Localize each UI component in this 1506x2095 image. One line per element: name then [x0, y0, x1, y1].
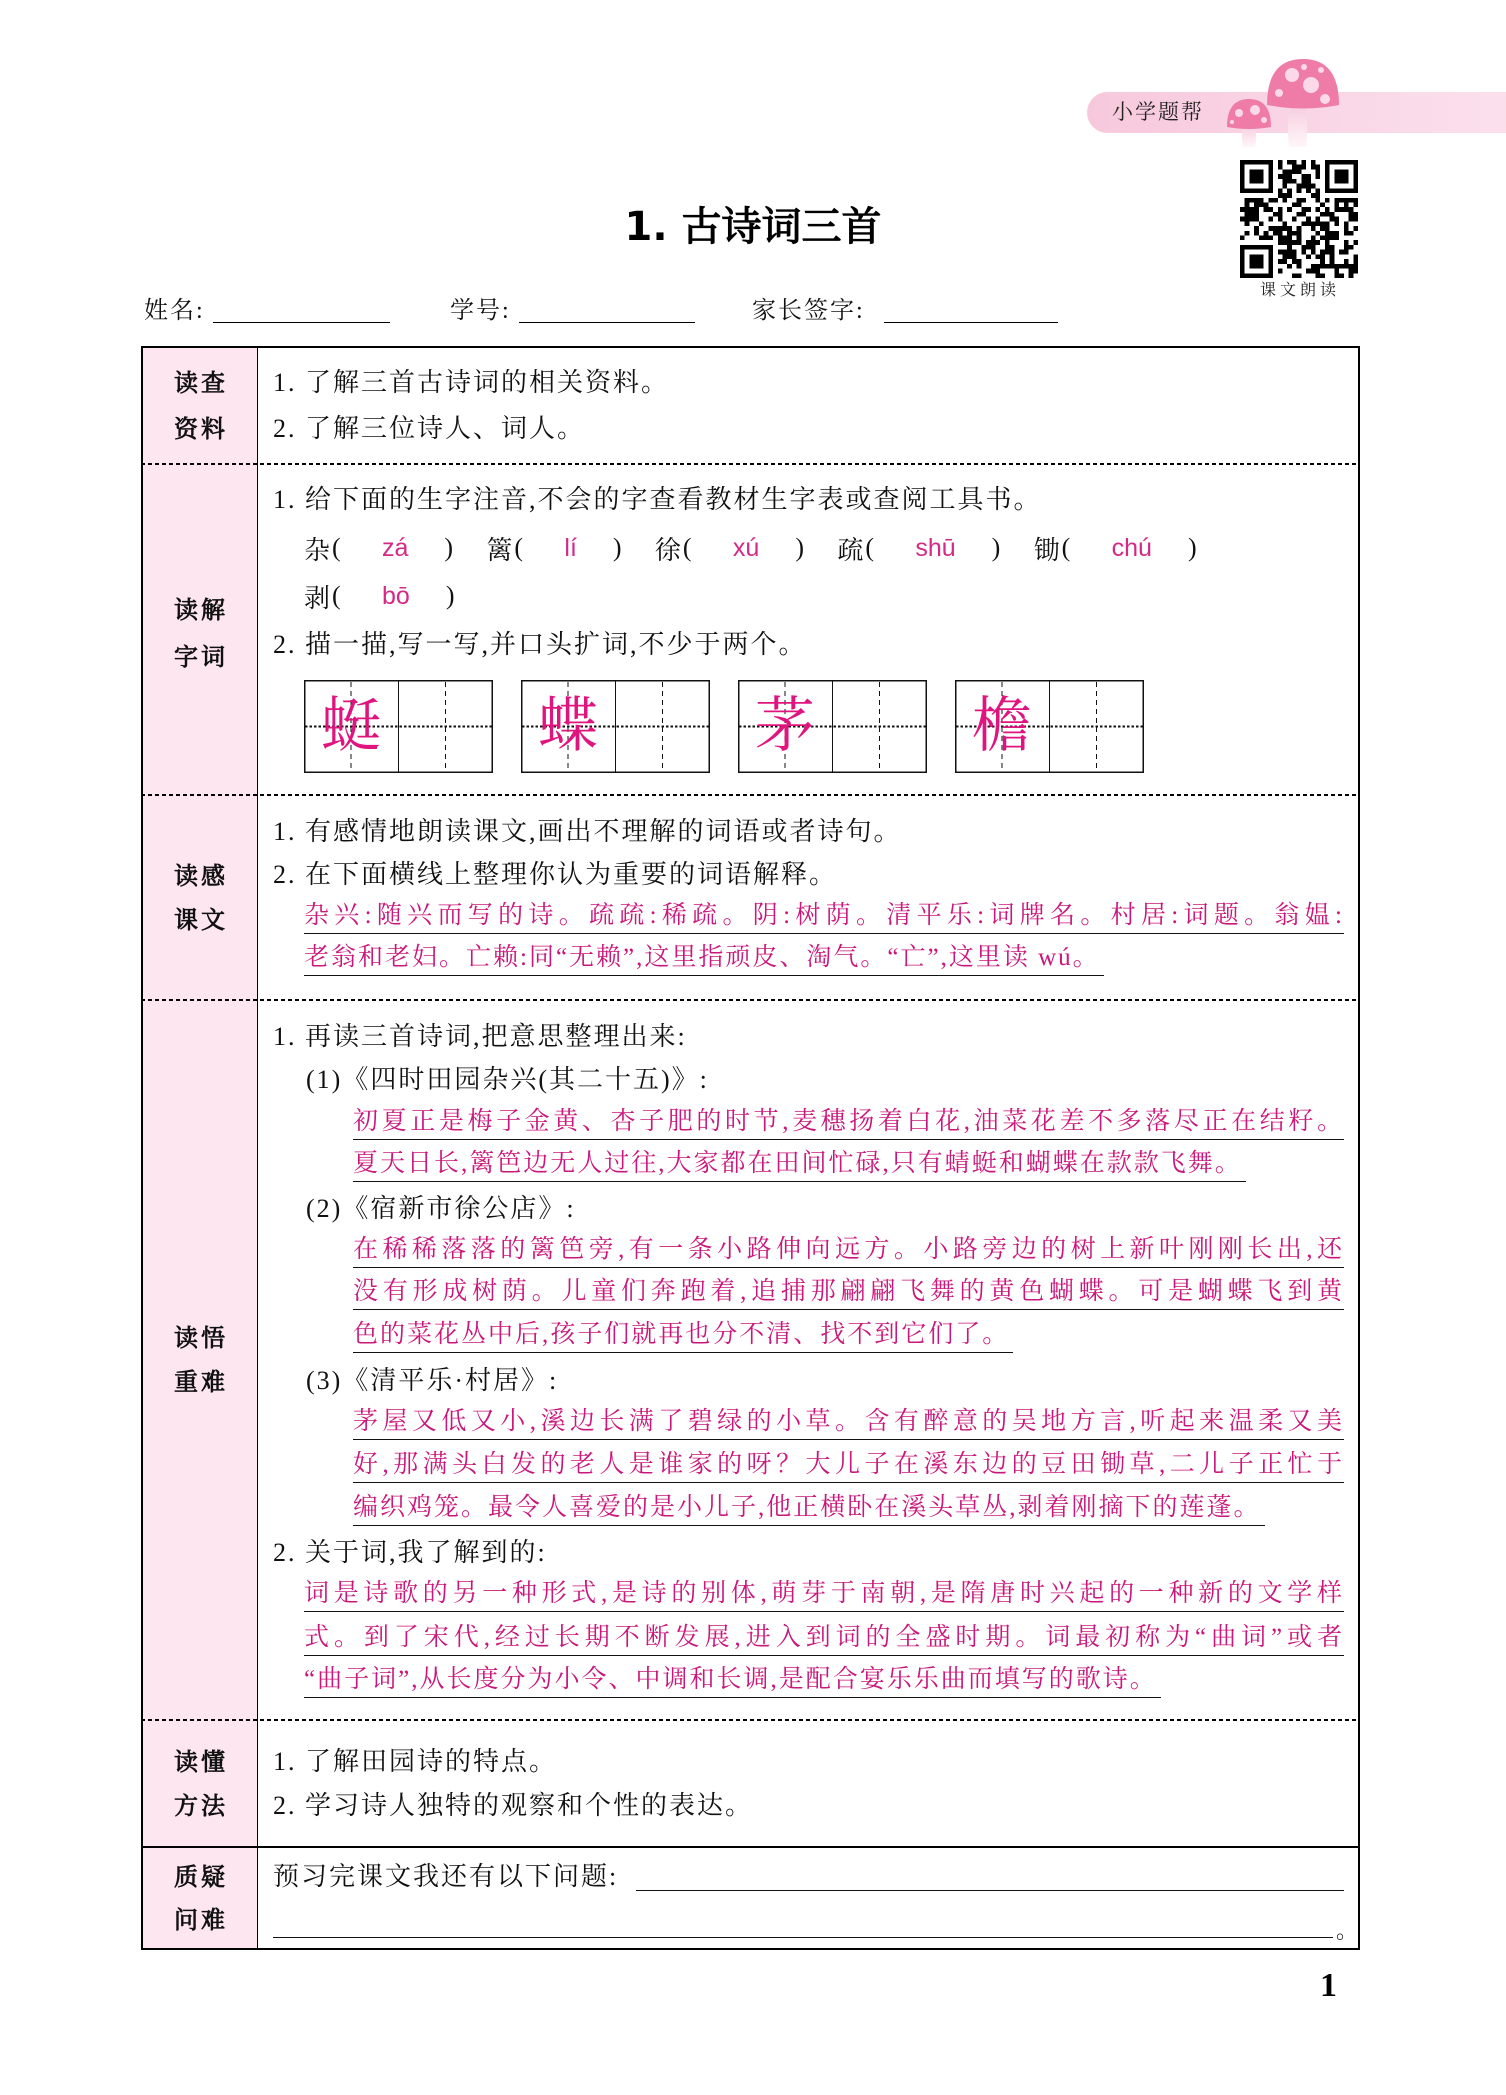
row-label: 课文: [174, 906, 228, 934]
row-label: 问难: [174, 1906, 228, 1934]
row-key-points: [141, 1000, 1360, 1720]
pinyin-answer: xú: [732, 533, 760, 562]
parent-signature-blank: [884, 322, 1058, 323]
pinyin-item: [655, 528, 807, 568]
task-item: 1. 了解田园诗的特点。: [273, 1747, 558, 1776]
paren-close: ): [1187, 533, 1197, 562]
row-text-reading: [141, 795, 1360, 1000]
paren-open: (: [514, 533, 524, 562]
question-blank-line: [273, 1937, 1333, 1938]
page-number: 1: [1320, 1967, 1337, 2004]
tracing-box: [955, 680, 1144, 773]
paren-open: (: [332, 533, 341, 562]
hanzi: 剥: [304, 583, 331, 613]
paren-open: (: [682, 533, 692, 562]
tracing-char: 蝶: [538, 693, 598, 759]
worksheet-table: [141, 346, 1360, 1950]
pinyin-item: [304, 576, 458, 616]
answer-line: 老翁和老妇。亡赖:同“无赖”,这里指顽皮、淘气。“亡”,这里读 wú。: [304, 941, 1104, 976]
row-content: [258, 1847, 1360, 1950]
row-content: [258, 1720, 1360, 1847]
tracing-char: 蜓: [321, 693, 381, 759]
row-label: 字词: [174, 643, 228, 671]
paren-open: (: [865, 533, 874, 562]
student-id-blank: [519, 322, 695, 323]
qr-caption: 课文朗读: [1259, 282, 1340, 299]
hanzi: 杂: [304, 535, 331, 565]
row-label: 方法: [174, 1792, 228, 1820]
answer-line: 在稀稀落落的篱笆旁,有一条小路伸向远方。小路旁边的树上新叶刚刚长出,还: [353, 1233, 1344, 1268]
tracing-char: 茅: [755, 693, 815, 759]
task-item: 1. 给下面的生字注音,不会的字查看教材生字表或查阅工具书。: [273, 485, 1042, 514]
task-item: 1. 有感情地朗读课文,画出不理解的词语或者诗句。: [273, 817, 902, 846]
parent-signature-label: 家长签字:: [752, 298, 865, 324]
pinyin-item: [304, 528, 456, 568]
row-word-study: [141, 464, 1360, 795]
task-item: 2. 描一描,写一写,并口头扩词,不少于两个。: [273, 630, 807, 659]
row-label: 读懂: [174, 1748, 228, 1776]
pinyin-answer: zá: [382, 533, 409, 562]
paren-close: ): [612, 533, 622, 562]
pinyin-answer: bō: [382, 581, 410, 610]
tracing-char: 檐: [972, 693, 1032, 759]
paren-close: ): [444, 533, 454, 562]
hanzi: 疏: [837, 535, 864, 565]
answer-line: 编织鸡笼。最令人喜爱的是小儿子,他正横卧在溪头草丛,剥着刚摘下的莲蓬。: [353, 1491, 1265, 1526]
page-title: 1. 古诗词三首: [624, 204, 882, 250]
question-prompt: 预习完课文我还有以下问题:: [273, 1862, 619, 1891]
pinyin-row: [304, 576, 488, 616]
question-blank-line: [636, 1890, 1344, 1891]
tracing-box: [738, 680, 927, 773]
name-label: 姓名:: [144, 298, 205, 324]
answer-line: 茅屋又低又小,溪边长满了碧绿的小草。含有醉意的吴地方言,听起来温柔又美: [353, 1405, 1344, 1440]
end-mark: 。: [1336, 1918, 1359, 1943]
tracing-box: [521, 680, 710, 773]
tracing-box: [304, 680, 493, 773]
paren-open: (: [332, 581, 341, 610]
row-methods: [141, 1720, 1360, 1847]
student-id-label: 学号:: [450, 298, 511, 324]
answer-line: “曲子词”,从长度分为小令、中调和长调,是配合宴乐乐曲而填写的歌诗。: [304, 1663, 1161, 1698]
pinyin-item: [486, 528, 625, 568]
row-label: 资料: [174, 415, 228, 443]
task-item: 2. 关于词,我了解到的:: [273, 1538, 547, 1567]
pinyin-answer: lí: [564, 533, 577, 562]
answer-line: 好,那满头白发的老人是谁家的呀？大儿子在溪东边的豆田锄草,二儿子正忙于: [353, 1448, 1344, 1483]
answer-line: 没有形成树荫。儿童们奔跑着,追捕那翩翩飞舞的黄色蝴蝶。可是蝴蝶飞到黄: [353, 1275, 1344, 1310]
poem-title: (1)《四时田园杂兴(其二十五)》:: [306, 1065, 709, 1094]
row-content: [258, 346, 1360, 464]
task-item: 2. 了解三位诗人、词人。: [273, 414, 586, 443]
answer-line: 式。到了宋代,经过长期不断发展,进入到词的全盛时期。词最初称为“曲词”或者: [304, 1621, 1344, 1656]
answer-line: 杂兴:随兴而写的诗。疏疏:稀疏。阴:树荫。清平乐:词牌名。村居:词题。翁媪:: [304, 899, 1344, 934]
paren-open: (: [1061, 533, 1071, 562]
row-reading-research: [141, 346, 1360, 464]
pinyin-item: [837, 528, 1003, 568]
hanzi: 篱: [486, 535, 513, 565]
row-content: [258, 795, 1360, 1000]
pinyin-answer: shū: [915, 533, 956, 562]
answer-line: 词是诗歌的另一种形式,是诗的别体,萌芽于南朝,是隋唐时兴起的一种新的文学样: [304, 1577, 1344, 1612]
name-blank: [213, 322, 390, 323]
task-item: 1. 再读三首诗词,把意思整理出来:: [273, 1022, 687, 1051]
row-label: 读悟: [174, 1324, 228, 1352]
poem-title: (2)《宿新市徐公店》:: [306, 1194, 576, 1223]
task-item: 1. 了解三首古诗词的相关资料。: [273, 368, 670, 397]
poem-title: (3)《清平乐·村居》:: [306, 1366, 559, 1395]
answer-line: 夏天日长,篱笆边无人过往,大家都在田间忙碌,只有蜻蜓和蝴蝶在款款飞舞。: [353, 1147, 1246, 1182]
row-label: 读查: [174, 369, 228, 397]
task-item: 2. 学习诗人独特的观察和个性的表达。: [273, 1791, 754, 1820]
paren-close: ): [445, 581, 455, 610]
brand-name: 小学题帮: [1112, 100, 1204, 124]
row-label: 读解: [174, 596, 228, 624]
row-label: 读感: [174, 862, 228, 890]
paren-close: ): [795, 533, 804, 562]
mushroom-icon: [1215, 55, 1350, 150]
hanzi: 徐: [654, 535, 681, 565]
pinyin-row: [304, 528, 1230, 568]
row-label: 重难: [174, 1368, 228, 1396]
answer-line: 初夏正是梅子金黄、杏子肥的时节,麦穗扬着白花,油菜花差不多落尽正在结籽。: [353, 1105, 1344, 1140]
pinyin-item: [1034, 528, 1200, 568]
answer-line: 色的菜花丛中后,孩子们就再也分不清、找不到它们了。: [353, 1318, 1013, 1353]
row-questions: [141, 1847, 1360, 1950]
paren-close: ): [991, 533, 1001, 562]
pinyin-answer: chú: [1111, 533, 1152, 562]
hanzi: 锄: [1033, 535, 1060, 565]
row-content: [258, 464, 1360, 795]
row-label: 质疑: [174, 1863, 228, 1891]
row-content: [258, 1000, 1360, 1720]
task-item: 2. 在下面横线上整理你认为重要的词语解释。: [273, 860, 838, 889]
